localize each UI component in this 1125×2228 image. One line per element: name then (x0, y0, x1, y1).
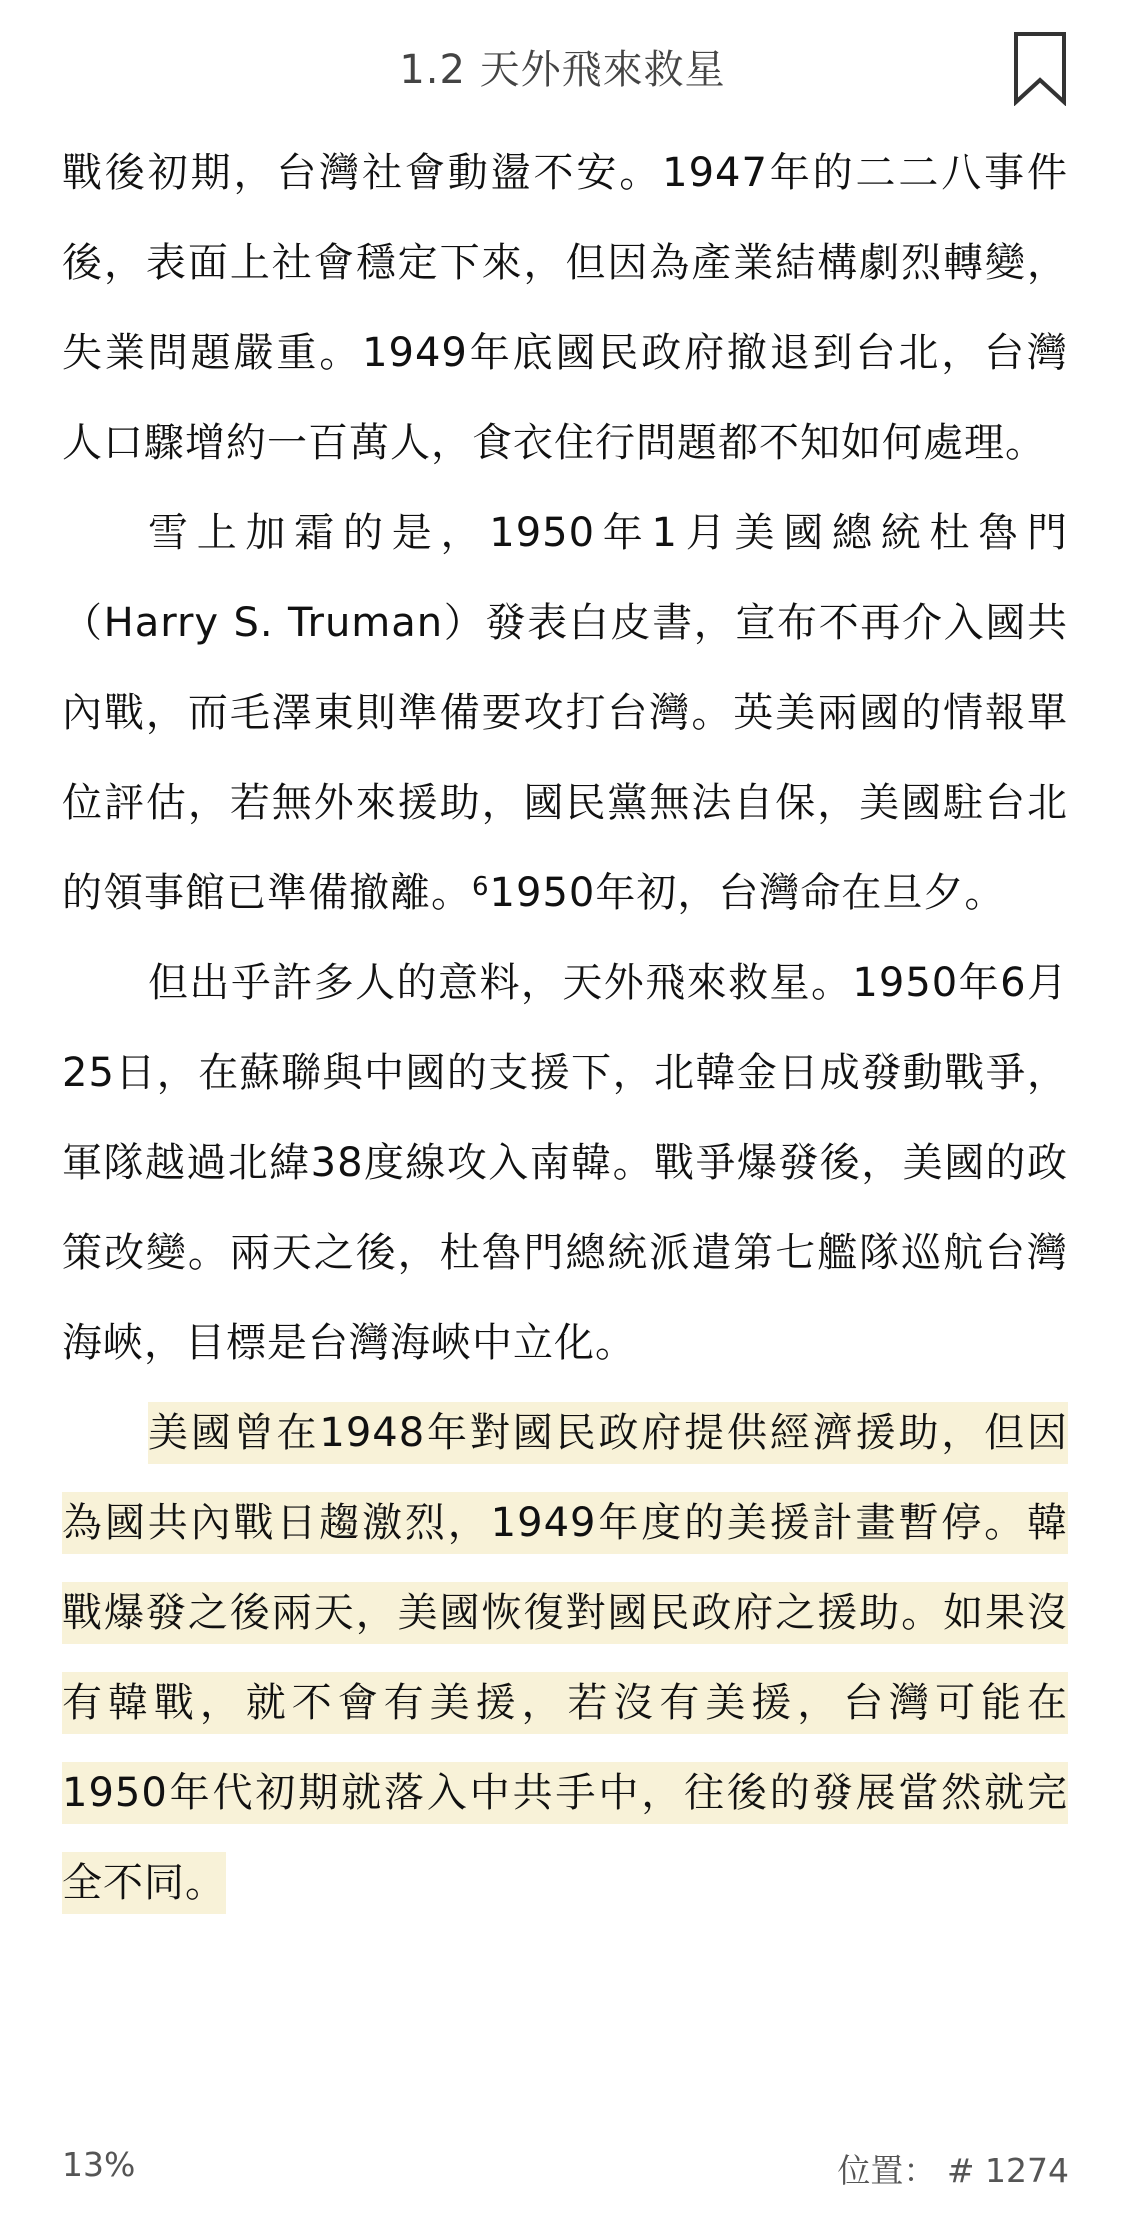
highlighted-passage[interactable]: 美國曾在1948年對國民政府提供經濟援助，但因為國共內戰日趨激烈，1949年度的美援計畫暫停。韓戰爆發之後兩天，美國恢復對國民政府之援助。如果沒有韓戰，就不會有美援，若沒有美援，台灣可能在1950年代初期就落入中共手中，往後的發展當然就完全不同。 (62, 1402, 1068, 1914)
chapter-title: 1.2 天外飛來救星 (399, 47, 726, 93)
paragraph-4 (62, 1388, 1068, 1928)
reading-pane (62, 128, 1068, 1928)
paragraph-1: 戰後初期，台灣社會動盪不安。1947年的二二八事件後，表面上社會穩定下來，但因為產業結構劇烈轉變，失業問題嚴重。1949年底國民政府撤退到台北，台灣人口驟增約一百萬人，食衣住行問題都不知如何處理。 (62, 150, 1068, 466)
paragraph-2-tail: 1950年初，台灣命在旦夕。 (489, 870, 1006, 916)
footnote-marker[interactable]: 6 (472, 872, 490, 902)
reading-progress: 13% (62, 2145, 136, 2184)
reader-header (0, 0, 1125, 130)
location-indicator: 位置： # 1274 (837, 2151, 1069, 2190)
paragraph-2-text: 雪上加霜的是，1950年1月美國總統杜魯門（Harry S. Truman）發表白皮書，宣布不再介入國共內戰，而毛澤東則準備要攻打台灣。英美兩國的情報單位評估，若無外來援助，國民黨無法自保，美國駐台北的領事館已準備撤離。 (62, 510, 1068, 916)
paragraph-3: 但出乎許多人的意料，天外飛來救星。1950年6月25日，在蘇聯與中國的支援下，北韓金日成發動戰爭，軍隊越過北緯38度線攻入南韓。戰爭爆發後，美國的政策改變。兩天之後，杜魯門總統派遣第七艦隊巡航台灣海峽，目標是台灣海峽中立化。 (62, 960, 1068, 1366)
paragraph-2 (62, 488, 1068, 938)
bookmark-icon[interactable] (1012, 30, 1068, 106)
